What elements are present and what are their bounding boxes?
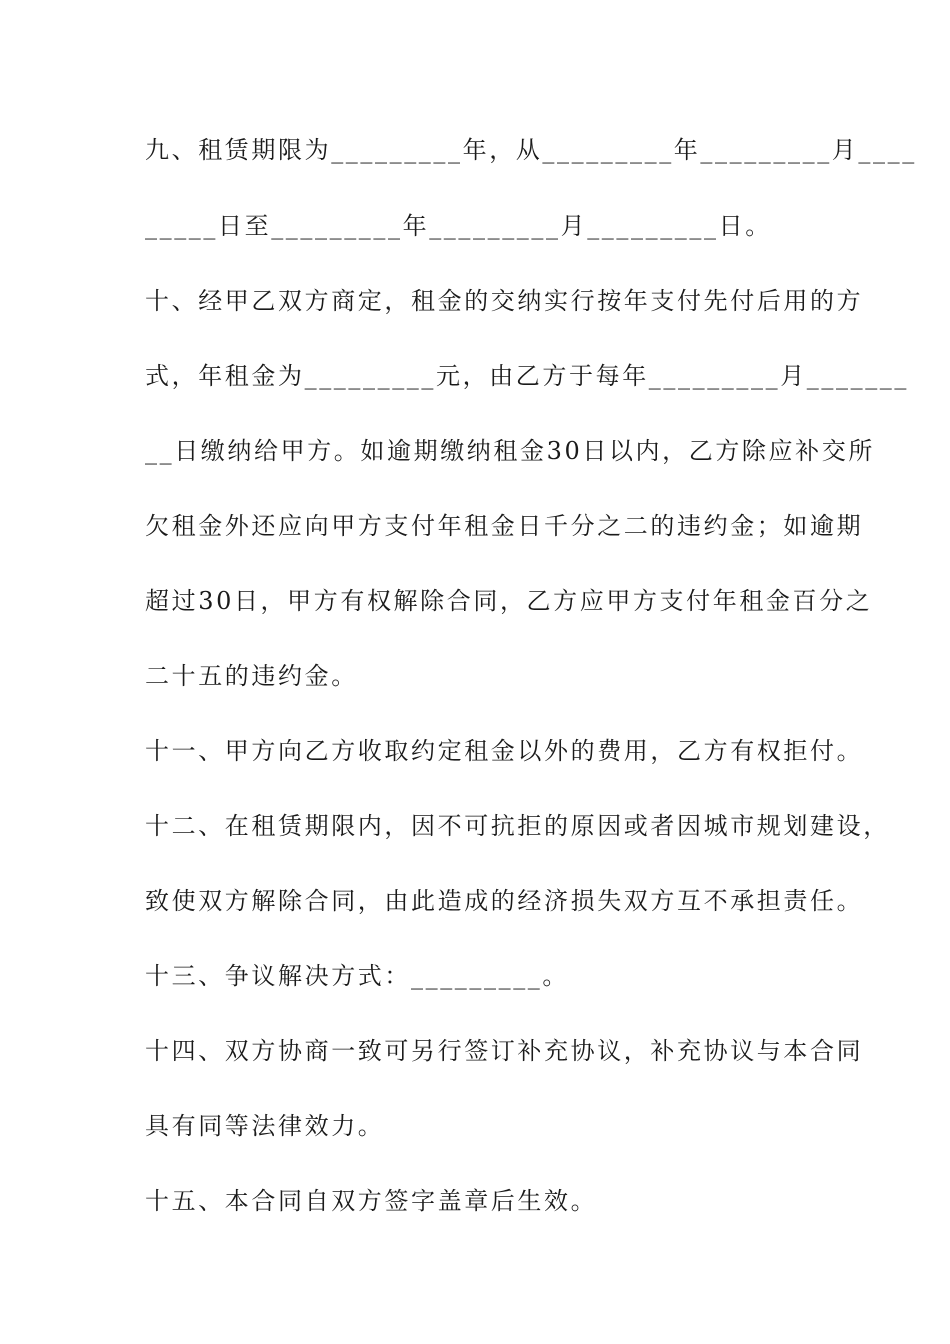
clause-10-line-6: 二十五的违约金。: [145, 662, 358, 690]
clause-10-line-1: 十、经甲乙双方商定，租金的交纳实行按年支付先付后用的方: [145, 287, 864, 315]
clause-10-line-2: 式，年租金为_________元，由乙方于每年_________月_______: [145, 362, 909, 390]
clause-9-line-2: _____日至_________年_________月_________日。: [145, 212, 772, 240]
clause-10-line-5: 超过30日，甲方有权解除合同，乙方应甲方支付年租金百分之: [145, 587, 873, 615]
clause-14-line-1: 十四、双方协商一致可另行签订补充协议，补充协议与本合同: [145, 1037, 864, 1065]
clause-11-line-1: 十一、甲方向乙方收取约定租金以外的费用，乙方有权拒付。: [145, 737, 864, 765]
clause-15-line-1: 十五、本合同自双方签字盖章后生效。: [145, 1187, 598, 1215]
clause-12-line-2: 致使双方解除合同，由此造成的经济损失双方互不承担责任。: [145, 887, 864, 915]
clause-9-line-1: 九、租赁期限为_________年，从_________年_________月____: [145, 136, 917, 164]
clause-10-line-4: 欠租金外还应向甲方支付年租金日千分之二的违约金；如逾期: [145, 512, 864, 540]
clause-12-line-1: 十二、在租赁期限内，因不可抗拒的原因或者因城市规划建设，: [145, 812, 890, 840]
clause-14-line-2: 具有同等法律效力。: [145, 1112, 385, 1140]
clause-10-line-3: __日缴纳给甲方。如逾期缴纳租金30日以内，乙方除应补交所: [145, 437, 875, 465]
clause-13-line-1: 十三、争议解决方式：_________。: [145, 962, 569, 990]
